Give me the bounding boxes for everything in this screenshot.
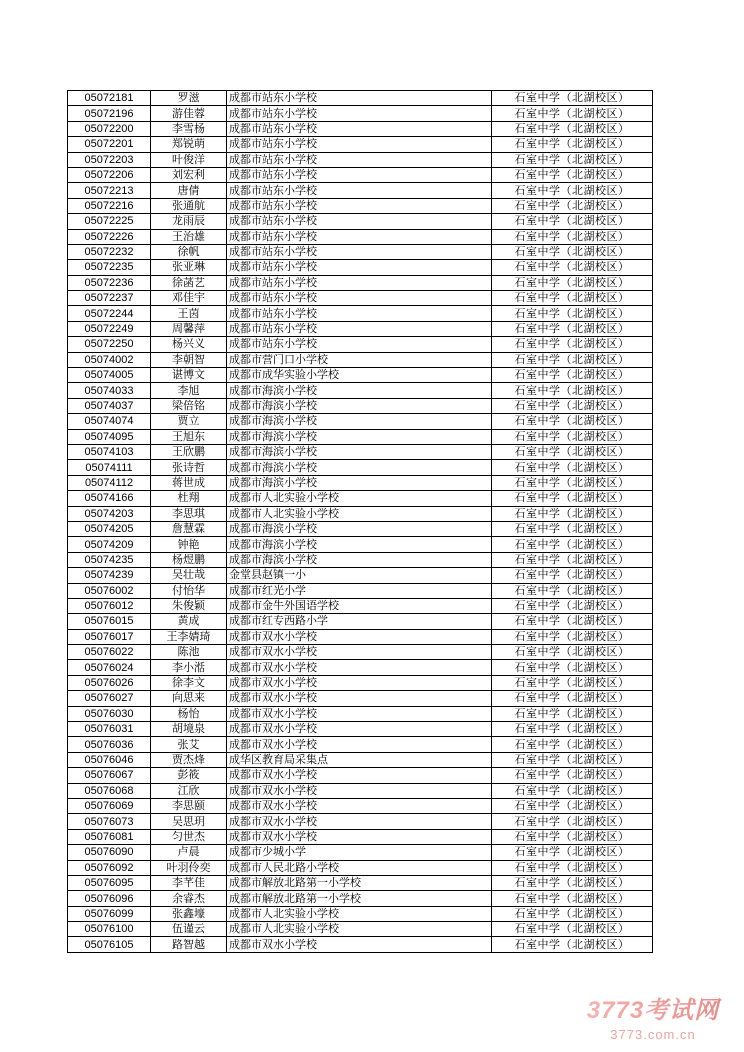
table-row — [68, 444, 653, 459]
student-name-cell: 黄成 — [151, 614, 227, 629]
table-row — [68, 337, 653, 352]
admitted-school-cell: 石室中学（北湖校区） — [492, 337, 653, 352]
student-name-cell: 张通航 — [151, 198, 227, 213]
table-row — [68, 629, 653, 644]
admitted-school-cell: 石室中学（北湖校区） — [492, 429, 653, 444]
admitted-school-cell: 石室中学（北湖校区） — [492, 521, 653, 536]
table-row — [68, 829, 653, 844]
student-name-cell: 张亚琳 — [151, 260, 227, 275]
primary-school-cell: 成都市人民北路小学校 — [227, 860, 492, 875]
primary-school-cell: 成都市站东小学校 — [227, 306, 492, 321]
admitted-school-cell: 石室中学（北湖校区） — [492, 198, 653, 213]
admitted-school-cell: 石室中学（北湖校区） — [492, 491, 653, 506]
primary-school-cell: 成都市人北实验小学校 — [227, 922, 492, 937]
primary-school-cell: 成都市双水小学校 — [227, 829, 492, 844]
admitted-school-cell: 石室中学（北湖校区） — [492, 614, 653, 629]
student-id-cell: 05076090 — [68, 845, 151, 860]
admitted-school-cell: 石室中学（北湖校区） — [492, 306, 653, 321]
student-name-cell: 李朝智 — [151, 352, 227, 367]
student-name-cell: 龙雨辰 — [151, 214, 227, 229]
table-row — [68, 598, 653, 613]
primary-school-cell: 成都市海滨小学校 — [227, 552, 492, 567]
student-name-cell: 游佳蓉 — [151, 106, 227, 121]
primary-school-cell: 成都市双水小学校 — [227, 675, 492, 690]
primary-school-cell: 成都市海滨小学校 — [227, 414, 492, 429]
table-row — [68, 783, 653, 798]
primary-school-cell: 成都市站东小学校 — [227, 321, 492, 336]
primary-school-cell: 成都市站东小学校 — [227, 337, 492, 352]
student-name-cell: 吴壮哉 — [151, 568, 227, 583]
student-name-cell: 叶羽伶奕 — [151, 860, 227, 875]
primary-school-cell: 成都市红专西路小学 — [227, 614, 492, 629]
primary-school-cell: 成都市站东小学校 — [227, 275, 492, 290]
student-name-cell: 路智越 — [151, 937, 227, 952]
admitted-school-cell: 石室中学（北湖校区） — [492, 814, 653, 829]
admitted-school-cell: 石室中学（北湖校区） — [492, 229, 653, 244]
student-id-cell: 05072181 — [68, 91, 151, 106]
admission-list-table — [67, 90, 653, 953]
admitted-school-cell: 石室中学（北湖校区） — [492, 321, 653, 336]
student-name-cell: 贾杰烽 — [151, 752, 227, 767]
student-id-cell: 05076069 — [68, 798, 151, 813]
primary-school-cell: 成都市人北实验小学校 — [227, 906, 492, 921]
student-name-cell: 杨兴义 — [151, 337, 227, 352]
admitted-school-cell: 石室中学（北湖校区） — [492, 722, 653, 737]
admitted-school-cell: 石室中学（北湖校区） — [492, 460, 653, 475]
table-row — [68, 491, 653, 506]
primary-school-cell: 成都市成华实验小学校 — [227, 368, 492, 383]
student-name-cell: 王欣鹏 — [151, 444, 227, 459]
student-name-cell: 徐帆 — [151, 244, 227, 259]
student-name-cell: 付怡华 — [151, 583, 227, 598]
student-name-cell: 罗滋 — [151, 91, 227, 106]
primary-school-cell: 成都市双水小学校 — [227, 706, 492, 721]
primary-school-cell: 成都市红光小学 — [227, 583, 492, 598]
student-name-cell: 李思颐 — [151, 798, 227, 813]
table-row — [68, 198, 653, 213]
admitted-school-cell: 石室中学（北湖校区） — [492, 552, 653, 567]
student-name-cell: 王旭东 — [151, 429, 227, 444]
admitted-school-cell: 石室中学（北湖校区） — [492, 906, 653, 921]
table-row — [68, 814, 653, 829]
admitted-school-cell: 石室中学（北湖校区） — [492, 768, 653, 783]
primary-school-cell: 成都市站东小学校 — [227, 91, 492, 106]
student-id-cell: 05074002 — [68, 352, 151, 367]
primary-school-cell: 成都市站东小学校 — [227, 260, 492, 275]
student-name-cell: 张诗哲 — [151, 460, 227, 475]
admitted-school-cell: 石室中学（北湖校区） — [492, 137, 653, 152]
student-name-cell: 詹慧霖 — [151, 521, 227, 536]
primary-school-cell: 成都市站东小学校 — [227, 244, 492, 259]
admitted-school-cell: 石室中学（北湖校区） — [492, 91, 653, 106]
admitted-school-cell: 石室中学（北湖校区） — [492, 583, 653, 598]
admitted-school-cell: 石室中学（北湖校区） — [492, 645, 653, 660]
student-id-cell: 05072213 — [68, 183, 151, 198]
student-id-cell: 05076026 — [68, 675, 151, 690]
student-name-cell: 谌博文 — [151, 368, 227, 383]
student-id-cell: 05076017 — [68, 629, 151, 644]
admitted-school-cell: 石室中学（北湖校区） — [492, 783, 653, 798]
student-id-cell: 05074033 — [68, 383, 151, 398]
student-id-cell: 05076092 — [68, 860, 151, 875]
student-id-cell: 05074235 — [68, 552, 151, 567]
student-name-cell: 杨怡 — [151, 706, 227, 721]
student-id-cell: 05076046 — [68, 752, 151, 767]
admitted-school-cell: 石室中学（北湖校区） — [492, 798, 653, 813]
student-id-cell: 05076036 — [68, 737, 151, 752]
table-row — [68, 875, 653, 890]
table-row — [68, 722, 653, 737]
student-id-cell: 05076002 — [68, 583, 151, 598]
table-row — [68, 167, 653, 182]
student-id-cell: 05076099 — [68, 906, 151, 921]
student-id-cell: 05076024 — [68, 660, 151, 675]
student-id-cell: 05072196 — [68, 106, 151, 121]
table-row — [68, 398, 653, 413]
student-id-cell: 05072203 — [68, 152, 151, 167]
table-row — [68, 429, 653, 444]
admitted-school-cell: 石室中学（北湖校区） — [492, 598, 653, 613]
primary-school-cell: 成都市双水小学校 — [227, 798, 492, 813]
primary-school-cell: 成都市海滨小学校 — [227, 383, 492, 398]
student-name-cell: 杜翔 — [151, 491, 227, 506]
student-name-cell: 王茵 — [151, 306, 227, 321]
student-name-cell: 唐倩 — [151, 183, 227, 198]
student-name-cell: 江欣 — [151, 783, 227, 798]
primary-school-cell: 成都市双水小学校 — [227, 660, 492, 675]
admitted-school-cell: 石室中学（北湖校区） — [492, 568, 653, 583]
table-row — [68, 214, 653, 229]
primary-school-cell: 成都市站东小学校 — [227, 137, 492, 152]
admitted-school-cell: 石室中学（北湖校区） — [492, 167, 653, 182]
primary-school-cell: 成都市站东小学校 — [227, 152, 492, 167]
admitted-school-cell: 石室中学（北湖校区） — [492, 398, 653, 413]
admitted-school-cell: 石室中学（北湖校区） — [492, 106, 653, 121]
table-row — [68, 260, 653, 275]
table-row — [68, 845, 653, 860]
table-row — [68, 568, 653, 583]
student-id-cell: 05072201 — [68, 137, 151, 152]
admitted-school-cell: 石室中学（北湖校区） — [492, 891, 653, 906]
student-name-cell: 徐菡艺 — [151, 275, 227, 290]
primary-school-cell: 成都市少城小学 — [227, 845, 492, 860]
admitted-school-cell: 石室中学（北湖校区） — [492, 260, 653, 275]
table-row — [68, 229, 653, 244]
admitted-school-cell: 石室中学（北湖校区） — [492, 383, 653, 398]
student-id-cell: 05076012 — [68, 598, 151, 613]
admitted-school-cell: 石室中学（北湖校区） — [492, 752, 653, 767]
primary-school-cell: 金堂县赵镇一小 — [227, 568, 492, 583]
table-row — [68, 860, 653, 875]
admitted-school-cell: 石室中学（北湖校区） — [492, 845, 653, 860]
table-row — [68, 414, 653, 429]
student-name-cell: 李思琪 — [151, 506, 227, 521]
admitted-school-cell: 石室中学（北湖校区） — [492, 121, 653, 136]
table-row — [68, 922, 653, 937]
admitted-school-cell: 石室中学（北湖校区） — [492, 537, 653, 552]
student-name-cell: 梁倍铭 — [151, 398, 227, 413]
table-row — [68, 752, 653, 767]
primary-school-cell: 成都市金牛外国语学校 — [227, 598, 492, 613]
table-row — [68, 660, 653, 675]
table-row — [68, 937, 653, 952]
student-id-cell: 05074203 — [68, 506, 151, 521]
primary-school-cell: 成都市站东小学校 — [227, 214, 492, 229]
student-id-cell: 05076068 — [68, 783, 151, 798]
primary-school-cell: 成都市解放北路第一小学校 — [227, 891, 492, 906]
admitted-school-cell: 石室中学（北湖校区） — [492, 860, 653, 875]
table-row — [68, 706, 653, 721]
admitted-school-cell: 石室中学（北湖校区） — [492, 183, 653, 198]
student-id-cell: 05074112 — [68, 475, 151, 490]
table-row — [68, 645, 653, 660]
student-id-cell: 05076030 — [68, 706, 151, 721]
admitted-school-cell: 石室中学（北湖校区） — [492, 475, 653, 490]
table-row — [68, 321, 653, 336]
student-name-cell: 胡境泉 — [151, 722, 227, 737]
student-id-cell: 05072225 — [68, 214, 151, 229]
student-name-cell: 李旭 — [151, 383, 227, 398]
student-id-cell: 05072249 — [68, 321, 151, 336]
table-row — [68, 137, 653, 152]
student-name-cell: 徐李文 — [151, 675, 227, 690]
primary-school-cell: 成都市双水小学校 — [227, 629, 492, 644]
admitted-school-cell: 石室中学（北湖校区） — [492, 629, 653, 644]
student-name-cell: 李小湉 — [151, 660, 227, 675]
table-row — [68, 460, 653, 475]
student-name-cell: 伍谨云 — [151, 922, 227, 937]
student-name-cell: 刘宏利 — [151, 167, 227, 182]
admitted-school-cell: 石室中学（北湖校区） — [492, 737, 653, 752]
student-name-cell: 郑锐萌 — [151, 137, 227, 152]
student-name-cell: 卢晨 — [151, 845, 227, 860]
student-name-cell: 张鑫壕 — [151, 906, 227, 921]
primary-school-cell: 成都市海滨小学校 — [227, 429, 492, 444]
primary-school-cell: 成都市海滨小学校 — [227, 444, 492, 459]
student-name-cell: 钟艳 — [151, 537, 227, 552]
admitted-school-cell: 石室中学（北湖校区） — [492, 414, 653, 429]
student-name-cell: 蒋世成 — [151, 475, 227, 490]
primary-school-cell: 成都市海滨小学校 — [227, 475, 492, 490]
primary-school-cell: 成都市海滨小学校 — [227, 460, 492, 475]
student-name-cell: 李芊佳 — [151, 875, 227, 890]
table-row — [68, 91, 653, 106]
table-row — [68, 352, 653, 367]
student-id-cell: 05074037 — [68, 398, 151, 413]
primary-school-cell: 成都市人北实验小学校 — [227, 491, 492, 506]
table-row — [68, 675, 653, 690]
primary-school-cell: 成都市营门口小学校 — [227, 352, 492, 367]
student-name-cell: 王治雄 — [151, 229, 227, 244]
table-body — [68, 91, 653, 953]
student-id-cell: 05076027 — [68, 691, 151, 706]
admitted-school-cell: 石室中学（北湖校区） — [492, 660, 653, 675]
student-id-cell: 05072236 — [68, 275, 151, 290]
student-id-cell: 05072235 — [68, 260, 151, 275]
table-row — [68, 906, 653, 921]
student-id-cell: 05074166 — [68, 491, 151, 506]
primary-school-cell: 成都市站东小学校 — [227, 183, 492, 198]
table-row — [68, 291, 653, 306]
student-id-cell: 05076095 — [68, 875, 151, 890]
student-id-cell: 05074205 — [68, 521, 151, 536]
admitted-school-cell: 石室中学（北湖校区） — [492, 706, 653, 721]
watermark-brand: 3773考试网 — [578, 990, 728, 1025]
admitted-school-cell: 石室中学（北湖校区） — [492, 506, 653, 521]
student-name-cell: 吴思玥 — [151, 814, 227, 829]
admitted-school-cell: 石室中学（北湖校区） — [492, 675, 653, 690]
student-id-cell: 05072200 — [68, 121, 151, 136]
admitted-school-cell: 石室中学（北湖校区） — [492, 352, 653, 367]
primary-school-cell: 成都市双水小学校 — [227, 737, 492, 752]
primary-school-cell: 成都市站东小学校 — [227, 291, 492, 306]
student-id-cell: 05074103 — [68, 444, 151, 459]
admitted-school-cell: 石室中学（北湖校区） — [492, 875, 653, 890]
table-row — [68, 798, 653, 813]
table-row — [68, 737, 653, 752]
student-id-cell: 05076105 — [68, 937, 151, 952]
table-row — [68, 691, 653, 706]
student-id-cell: 05076022 — [68, 645, 151, 660]
primary-school-cell: 成都市海滨小学校 — [227, 537, 492, 552]
primary-school-cell: 成都市海滨小学校 — [227, 398, 492, 413]
primary-school-cell: 成都市双水小学校 — [227, 691, 492, 706]
student-name-cell: 陈池 — [151, 645, 227, 660]
table-row — [68, 891, 653, 906]
student-id-cell: 05076100 — [68, 922, 151, 937]
primary-school-cell: 成都市双水小学校 — [227, 768, 492, 783]
watermark-url: 3773.com.cn — [610, 1027, 696, 1042]
student-name-cell: 彭筱 — [151, 768, 227, 783]
admitted-school-cell: 石室中学（北湖校区） — [492, 937, 653, 952]
student-id-cell: 05072206 — [68, 167, 151, 182]
student-id-cell: 05076015 — [68, 614, 151, 629]
student-name-cell: 向思来 — [151, 691, 227, 706]
admitted-school-cell: 石室中学（北湖校区） — [492, 444, 653, 459]
admitted-school-cell: 石室中学（北湖校区） — [492, 152, 653, 167]
primary-school-cell: 成都市双水小学校 — [227, 814, 492, 829]
student-name-cell: 张艾 — [151, 737, 227, 752]
primary-school-cell: 成都市解放北路第一小学校 — [227, 875, 492, 890]
student-id-cell: 05072216 — [68, 198, 151, 213]
admitted-school-cell: 石室中学（北湖校区） — [492, 291, 653, 306]
table-row — [68, 306, 653, 321]
student-id-cell: 05072250 — [68, 337, 151, 352]
student-id-cell: 05072226 — [68, 229, 151, 244]
primary-school-cell: 成都市双水小学校 — [227, 722, 492, 737]
student-name-cell: 王李婧琦 — [151, 629, 227, 644]
table-row — [68, 152, 653, 167]
student-id-cell: 05074005 — [68, 368, 151, 383]
admitted-school-cell: 石室中学（北湖校区） — [492, 275, 653, 290]
student-id-cell: 05074095 — [68, 429, 151, 444]
student-id-cell: 05072232 — [68, 244, 151, 259]
table-row — [68, 537, 653, 552]
student-id-cell: 05076067 — [68, 768, 151, 783]
admitted-school-cell: 石室中学（北湖校区） — [492, 368, 653, 383]
table-row — [68, 614, 653, 629]
table-row — [68, 768, 653, 783]
student-id-cell: 05074239 — [68, 568, 151, 583]
table-row — [68, 368, 653, 383]
table-row — [68, 275, 653, 290]
table-row — [68, 244, 653, 259]
primary-school-cell: 成都市站东小学校 — [227, 229, 492, 244]
student-id-cell: 05072244 — [68, 306, 151, 321]
student-id-cell: 05074111 — [68, 460, 151, 475]
student-name-cell: 叶俊洋 — [151, 152, 227, 167]
admitted-school-cell: 石室中学（北湖校区） — [492, 244, 653, 259]
admitted-school-cell: 石室中学（北湖校区） — [492, 829, 653, 844]
student-id-cell: 05076073 — [68, 814, 151, 829]
student-name-cell: 周馨萍 — [151, 321, 227, 336]
student-name-cell: 匀世杰 — [151, 829, 227, 844]
student-name-cell: 朱俊颖 — [151, 598, 227, 613]
primary-school-cell: 成都市站东小学校 — [227, 106, 492, 121]
site-watermark — [578, 990, 728, 1042]
table-row — [68, 121, 653, 136]
student-id-cell: 05072237 — [68, 291, 151, 306]
admitted-school-cell: 石室中学（北湖校区） — [492, 214, 653, 229]
table-row — [68, 475, 653, 490]
table-row — [68, 183, 653, 198]
primary-school-cell: 成都市双水小学校 — [227, 645, 492, 660]
student-id-cell: 05074074 — [68, 414, 151, 429]
primary-school-cell: 成都市双水小学校 — [227, 783, 492, 798]
student-id-cell: 05074209 — [68, 537, 151, 552]
student-name-cell: 贾立 — [151, 414, 227, 429]
student-name-cell: 余睿杰 — [151, 891, 227, 906]
student-id-cell: 05076031 — [68, 722, 151, 737]
student-name-cell: 邓佳宇 — [151, 291, 227, 306]
table-row — [68, 521, 653, 536]
student-name-cell: 杨煜鹏 — [151, 552, 227, 567]
admitted-school-cell: 石室中学（北湖校区） — [492, 922, 653, 937]
table-row — [68, 552, 653, 567]
primary-school-cell: 成都市人北实验小学校 — [227, 506, 492, 521]
primary-school-cell: 成华区教育局采集点 — [227, 752, 492, 767]
table-row — [68, 506, 653, 521]
admitted-school-cell: 石室中学（北湖校区） — [492, 691, 653, 706]
primary-school-cell: 成都市站东小学校 — [227, 167, 492, 182]
primary-school-cell: 成都市站东小学校 — [227, 121, 492, 136]
student-id-cell: 05076081 — [68, 829, 151, 844]
table-row — [68, 583, 653, 598]
student-id-cell: 05076096 — [68, 891, 151, 906]
student-name-cell: 李雪杨 — [151, 121, 227, 136]
table-row — [68, 383, 653, 398]
primary-school-cell: 成都市海滨小学校 — [227, 521, 492, 536]
primary-school-cell: 成都市双水小学校 — [227, 937, 492, 952]
primary-school-cell: 成都市站东小学校 — [227, 198, 492, 213]
table-row — [68, 106, 653, 121]
